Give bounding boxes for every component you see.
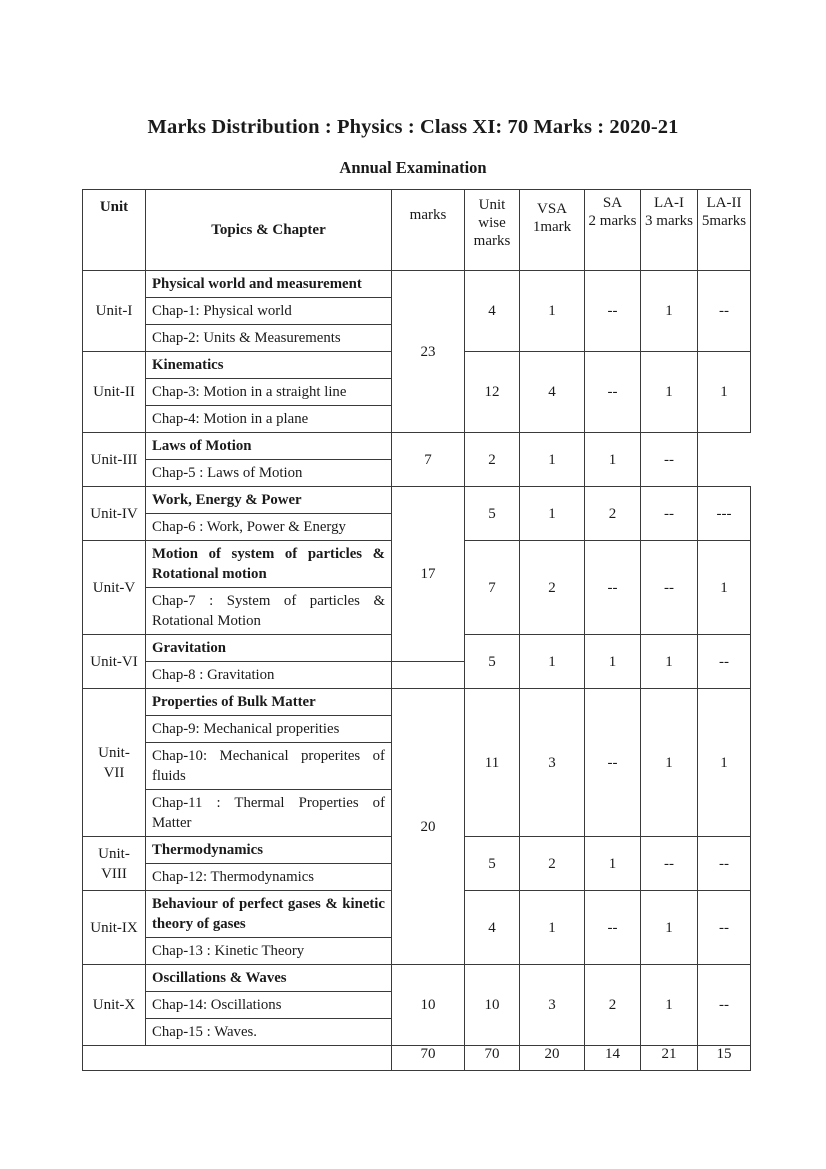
unit-topic: Physical world and measurement (146, 271, 392, 298)
vsa-marks: 2 (465, 433, 520, 487)
sa-marks: 2 (585, 487, 641, 541)
sa-marks: -- (585, 271, 641, 352)
la1-marks: 1 (585, 433, 641, 487)
sa-marks: 1 (585, 635, 641, 689)
sa-marks: -- (585, 689, 641, 837)
header-unit-wise-marks: Unit wise marks (465, 190, 520, 271)
la2-marks: --- (698, 487, 751, 541)
unit-label (83, 271, 146, 352)
vsa-marks: 1 (520, 891, 585, 965)
chapter-name: Chap-8 : Gravitation (146, 662, 392, 689)
sa-marks: -- (585, 891, 641, 965)
unit-topic: Gravitation (146, 635, 392, 662)
la2-marks: -- (698, 837, 751, 891)
unit-label (83, 541, 146, 635)
unit-wise-marks: 5 (465, 487, 520, 541)
unit-wise-marks: 10 (465, 965, 520, 1046)
header-unit: Unit (83, 190, 146, 271)
unit-topic: Oscillations & Waves (146, 965, 392, 992)
unit-label-line: VII (103, 764, 125, 781)
total-unit-wise: 70 (465, 1046, 520, 1071)
group-marks: 23 (392, 271, 465, 433)
header-marks: marks (392, 190, 465, 271)
la1-marks: 1 (641, 689, 698, 837)
group-marks: 10 (392, 965, 465, 1046)
sa-marks: 2 (585, 965, 641, 1046)
unit-label (83, 352, 146, 433)
unit-label (83, 487, 146, 541)
unit-label-line: Unit- (98, 845, 130, 862)
vsa-marks: 4 (520, 352, 585, 433)
la2-marks: 1 (698, 689, 751, 837)
unit-topic: Properties of Bulk Matter (146, 689, 392, 716)
total-vsa: 20 (520, 1046, 585, 1071)
vsa-marks: 1 (520, 487, 585, 541)
unit-wise-marks: 4 (465, 271, 520, 352)
unit-label (83, 433, 146, 487)
la1-marks: -- (641, 541, 698, 635)
vsa-marks: 1 (520, 271, 585, 352)
unit-topic: Motion of system of particles & Rotational motion (146, 541, 392, 588)
unit-wise-marks: 11 (465, 689, 520, 837)
la1-marks: -- (641, 487, 698, 541)
vsa-marks: 2 (520, 541, 585, 635)
unit-topic: Work, Energy & Power (146, 487, 392, 514)
header-topics: Topics & Chapter (146, 190, 392, 271)
vsa-marks: 3 (520, 689, 585, 837)
la2-marks: -- (698, 271, 751, 352)
unit-label (83, 689, 146, 837)
table-row (83, 271, 751, 298)
chapter-name: Chap-11 : Thermal Properties of Matter (146, 790, 392, 837)
unit-topic: Kinematics (146, 352, 392, 379)
unit-label (83, 837, 146, 891)
total-la2: 15 (698, 1046, 751, 1071)
unit-topic: Laws of Motion (146, 433, 392, 460)
total-row (83, 1046, 751, 1071)
la2-marks: -- (641, 433, 698, 487)
chapter-name: Chap-13 : Kinetic Theory (146, 938, 392, 965)
header-sa: SA 2 marks (585, 190, 641, 271)
la1-marks: 1 (641, 352, 698, 433)
chapter-name: Chap-7 : System of particles & Rotational Motion (146, 588, 392, 635)
la1-marks: 1 (641, 635, 698, 689)
unit-wise-marks: 7 (392, 433, 465, 487)
total-empty (83, 1046, 392, 1071)
unit-label-line: Unit-X (92, 997, 136, 1013)
header-la2: LA-II 5marks (698, 190, 751, 271)
unit-label (83, 891, 146, 965)
header-la1: LA-I 3 marks (641, 190, 698, 271)
chapter-name: Chap-6 : Work, Power & Energy (146, 514, 392, 541)
document-subtitle: Annual Examination (339, 158, 487, 177)
chapter-name: Chap-10: Mechanical properites of fluids (146, 743, 392, 790)
table-row (83, 965, 751, 992)
unit-label-line: Unit-III (90, 451, 138, 468)
group-marks: 17 (392, 487, 465, 662)
chapter-name: Chap-5 : Laws of Motion (146, 460, 392, 487)
unit-label-line: Unit-VI (90, 653, 138, 670)
sa-marks: 1 (520, 433, 585, 487)
vsa-marks: 3 (520, 965, 585, 1046)
vsa-marks: 2 (520, 837, 585, 891)
unit-label-line: VIII (101, 865, 127, 882)
unit-topic: Behaviour of perfect gases & kinetic theory of gases (146, 891, 392, 938)
chapter-name: Chap-2: Units & Measurements (146, 325, 392, 352)
total-sa: 14 (585, 1046, 641, 1071)
la2-marks: -- (698, 965, 751, 1046)
unit-wise-marks: 7 (465, 541, 520, 635)
unit-label-line: Unit-IX (90, 919, 138, 936)
total-la1: 21 (641, 1046, 698, 1071)
unit-wise-marks: 12 (465, 352, 520, 433)
la2-marks: -- (698, 635, 751, 689)
table-row (83, 487, 751, 514)
chapter-name: Chap-3: Motion in a straight line (146, 379, 392, 406)
chapter-name: Chap-1: Physical world (146, 298, 392, 325)
unit-wise-marks: 4 (465, 891, 520, 965)
chapter-name: Chap-14: Oscillations (146, 992, 392, 1019)
sa-marks: 1 (585, 837, 641, 891)
table-body (83, 271, 751, 1046)
total-marks: 70 (392, 1046, 465, 1071)
table-row (83, 689, 751, 716)
unit-label (83, 635, 146, 689)
sa-marks: -- (585, 541, 641, 635)
document-title: Marks Distribution : Physics : Class XI: 70 Marks : 2020-21 (147, 116, 679, 138)
chapter-name: Chap-4: Motion in a plane (146, 406, 392, 433)
chapter-name: Chap-9: Mechanical properities (146, 716, 392, 743)
unit-label-line: Unit-IV (90, 505, 138, 522)
table-row (83, 433, 751, 460)
chapter-name: Chap-12: Thermodynamics (146, 864, 392, 891)
group-marks: 20 (392, 689, 465, 965)
la2-marks: -- (698, 891, 751, 965)
unit-label-line: Unit- (98, 744, 130, 761)
marks-distribution-table (82, 189, 751, 1071)
la1-marks: -- (641, 837, 698, 891)
unit-label-line: Unit-I (95, 303, 133, 319)
la1-marks: 1 (641, 965, 698, 1046)
la1-marks: 1 (641, 891, 698, 965)
unit-label-line: Unit-V (92, 579, 136, 596)
unit-wise-marks: 5 (465, 837, 520, 891)
unit-wise-marks: 5 (465, 635, 520, 689)
la2-marks: 1 (698, 541, 751, 635)
la2-marks: 1 (698, 352, 751, 433)
unit-label-line: Unit-II (93, 384, 135, 400)
la1-marks: 1 (641, 271, 698, 352)
header-vsa: VSA 1mark (520, 190, 585, 271)
header-row (83, 190, 751, 271)
vsa-marks: 1 (520, 635, 585, 689)
chapter-name: Chap-15 : Waves. (146, 1019, 392, 1046)
sa-marks: -- (585, 352, 641, 433)
unit-topic: Thermodynamics (146, 837, 392, 864)
unit-label (83, 965, 146, 1046)
